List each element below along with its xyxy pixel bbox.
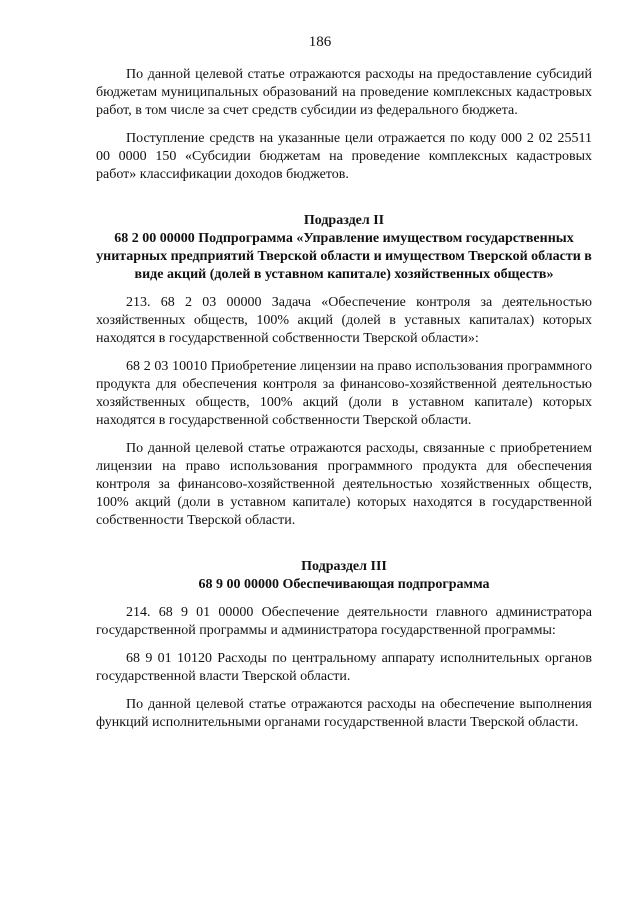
paragraph: Поступление средств на указанные цели отражается по коду 000 2 02 25511 00 0000 150 «Субсидии бюджетам на проведение комплексных кадастровых работ» классификации доходов бюджетов. <box>96 131 592 182</box>
paragraph: 68 9 01 10120 Расходы по центральному аппарату исполнительных органов государственной власти Тверской области. <box>96 651 592 684</box>
section-title: Подраздел III <box>301 559 387 574</box>
section-title: Подраздел II <box>303 213 385 228</box>
paragraph: 213. 68 2 03 00000 Задача «Обеспечение контроля за деятельностью хозяйственных обществ, 100% акций (долей в уставных капиталах) которых находятся в государственной собственности Тверской области»: <box>96 295 592 346</box>
section-subtitle: 68 2 00 00000 Подпрограмма «Управление имуществом государственных унитарных предприятий Тверской области и имуществом Тверской области в виде акций (долей в уставном капитале) хозяйственных обществ» <box>96 231 592 282</box>
paragraph: По данной целевой статье отражаются расходы, связанные с приобретением лицензии на право использования программного продукта для обеспечения контроля за финансово-хозяйственной деятельностью хозяйственных обществ, 100% акций (доли в уставном капитале) которых находятся в государственной собственности Тверской области. <box>96 441 592 528</box>
paragraph: 68 2 03 10010 Приобретение лицензии на право использования программного продукта для обеспечения контроля за финансово-хозяйственной деятельностью хозяйственных обществ, 100% акций (доли в уставном капитале) которых находятся в государственной собственности Тверской области. <box>96 359 592 428</box>
paragraph: 214. 68 9 01 00000 Обеспечение деятельности главного администратора государственной программы и администратора государственной программы: <box>96 605 592 638</box>
page-number: 186 <box>308 34 332 50</box>
section-subtitle: 68 9 00 00000 Обеспечивающая подпрограмма <box>198 577 490 592</box>
document-body <box>96 66 592 732</box>
paragraph: По данной целевой статье отражаются расходы на предоставление субсидий бюджетам муниципальных образований на проведение комплексных кадастровых работ, в том числе за счет средств субсидии из федерального бюджета. <box>96 67 592 118</box>
paragraph: По данной целевой статье отражаются расходы на обеспечение выполнения функций исполнительными органами государственной власти Тверской области. <box>96 697 592 730</box>
